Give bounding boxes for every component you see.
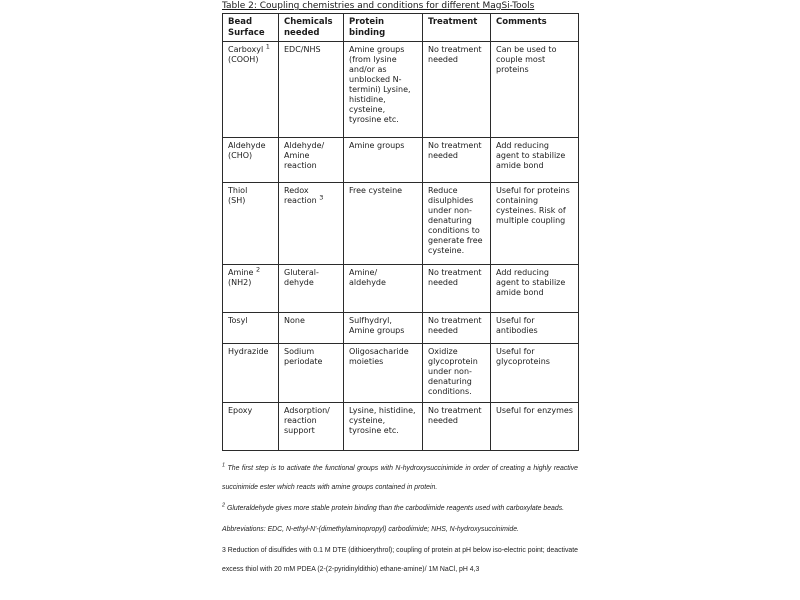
cell-chemicals [279, 313, 344, 344]
cell-chemicals [279, 42, 344, 138]
header-protein-binding: Protein binding [344, 14, 423, 42]
cell-bead-surface [223, 183, 279, 265]
cell-protein-binding [344, 313, 423, 344]
cell-line2: Amine reaction [284, 151, 317, 170]
cell-bead-surface [223, 403, 279, 451]
cell-chemicals [279, 403, 344, 451]
cell-text: Can be used to couple most proteins [496, 45, 557, 74]
cell-text: Hydrazide [228, 347, 269, 356]
cell-text: Tosyl [228, 316, 248, 325]
cell-text: Lysine, histidine, cysteine, tyrosine etc. [349, 406, 416, 435]
footnote-2 [222, 499, 578, 518]
table-row [223, 42, 579, 138]
cell-bead-surface [223, 344, 279, 403]
cell-text: Adsorption/ [284, 406, 330, 415]
cell-text: Aldehyde/ [284, 141, 325, 150]
document-content [222, 1, 578, 581]
header-chemicals: Chemicals needed [279, 14, 344, 42]
cell-line2: (CHO) [228, 151, 253, 160]
cell-line2: reaction support [284, 416, 317, 435]
cell-line2: aldehyde [349, 278, 386, 287]
cell-text: Oligosacharide moieties [349, 347, 409, 366]
superscript: 2 [256, 265, 261, 274]
cell-text: Useful for glycoproteins [496, 347, 550, 366]
coupling-table [222, 13, 579, 451]
cell-protein-binding [344, 138, 423, 183]
cell-text: Oxidize glycoprotein under non-denaturing conditions. [428, 347, 478, 396]
cell-text: Carboxyl [228, 45, 266, 54]
cell-line2: (SH) [228, 196, 246, 205]
page-title: Table 2: Coupling chemistries and conditions for different MagSi-Tools [222, 1, 535, 11]
cell-treatment [423, 344, 491, 403]
table-row [223, 183, 579, 265]
footnote-1 [222, 459, 578, 497]
cell-text: Reduce disulphides under non-denaturing conditions to generate free cysteine. [428, 186, 483, 255]
footnote-3: 3 Reduction of disulfides with 0.1 M DTE (dithioerythrol); coupling of protein at pH below iso-electric point; deactivate excess thiol with 20 mM PDEA (2-(2-pyridinyldithio) ethane-amine)/ 1M NaCl, pH 4,3 [222, 547, 578, 573]
cell-text: Free cysteine [349, 186, 403, 195]
cell-text: Useful for proteins containing cysteines. Risk of multiple coupling [496, 186, 570, 225]
cell-text: EDC/NHS [284, 45, 321, 54]
abbreviations-note: Abbreviations: EDC, N-ethyl-N'-(dimethylaminopropyl) carbodiimide; NHS, N-hydroxysuccinimide. [222, 526, 519, 533]
cell-protein-binding [344, 403, 423, 451]
footnote-2-text: Gluteraldehyde gives more stable protein binding than the carbodiimide reagents used with carboxylate beads. [225, 505, 565, 512]
header-row [223, 14, 579, 42]
cell-comments [491, 183, 579, 265]
footnote-2-superscript: 2 [222, 502, 226, 509]
cell-bead-surface [223, 265, 279, 313]
cell-comments [491, 313, 579, 344]
cell-protein-binding [344, 42, 423, 138]
cell-text: Add reducing agent to stabilize amide bond [496, 268, 566, 297]
cell-text: Useful for antibodies [496, 316, 538, 335]
cell-protein-binding [344, 183, 423, 265]
footnotes-section [222, 459, 578, 579]
header-comments: Comments [491, 14, 579, 42]
table-row [223, 313, 579, 344]
table-row [223, 344, 579, 403]
table-row [223, 138, 579, 183]
cell-text: No treatment needed [428, 141, 482, 160]
cell-text: No treatment needed [428, 268, 482, 287]
cell-chemicals [279, 183, 344, 265]
cell-text: None [284, 316, 305, 325]
superscript: 1 [265, 42, 270, 51]
table-body [223, 42, 579, 451]
cell-treatment [423, 183, 491, 265]
cell-text: No treatment needed [428, 45, 482, 64]
superscript: 3 [319, 193, 324, 202]
cell-line2: (NH2) [228, 278, 252, 287]
cell-bead-surface [223, 138, 279, 183]
cell-treatment [423, 403, 491, 451]
cell-comments [491, 138, 579, 183]
cell-protein-binding [344, 344, 423, 403]
cell-text: Redox reaction [284, 186, 320, 205]
cell-text: Amine groups (from lysine and/or as unblocked N-termini) Lysine, histidine, cysteine, tyrosine etc. [349, 45, 411, 124]
cell-chemicals [279, 265, 344, 313]
cell-comments [491, 403, 579, 451]
table-row [223, 403, 579, 451]
cell-text: Sodium periodate [284, 347, 323, 366]
cell-text: Amine [228, 268, 257, 277]
cell-text: No treatment needed [428, 316, 482, 335]
cell-comments [491, 344, 579, 403]
header-bead-surface: Bead Surface [223, 14, 279, 42]
cell-bead-surface [223, 313, 279, 344]
header-treatment: Treatment [423, 14, 491, 42]
cell-text: Thiol [228, 186, 248, 195]
cell-text: Aldehyde [228, 141, 266, 150]
cell-chemicals [279, 344, 344, 403]
cell-comments [491, 265, 579, 313]
table-header [223, 14, 579, 42]
cell-protein-binding [344, 265, 423, 313]
cell-text: Gluteral- [284, 268, 319, 277]
cell-text: Epoxy [228, 406, 253, 415]
cell-text: Add reducing agent to stabilize amide bond [496, 141, 566, 170]
cell-line2: dehyde [284, 278, 314, 287]
cell-text: Amine/ [349, 268, 378, 277]
cell-text: No treatment needed [428, 406, 482, 425]
cell-treatment [423, 313, 491, 344]
cell-text: Amine groups [349, 141, 405, 150]
cell-text: Sulfhydryl, Amine groups [349, 316, 405, 335]
cell-treatment [423, 265, 491, 313]
cell-text: Useful for enzymes [496, 406, 573, 415]
cell-comments [491, 42, 579, 138]
footnote-1-text: The first step is to activate the functional groups with N-hydroxysuccinimide in order of creating a highly reactive succinimide ester which reacts with amine groups contained in protein. [222, 465, 578, 491]
cell-treatment [423, 42, 491, 138]
table-row [223, 265, 579, 313]
footnote-1-superscript: 1 [222, 462, 226, 469]
cell-chemicals [279, 138, 344, 183]
cell-bead-surface [223, 42, 279, 138]
cell-line2: (COOH) [228, 55, 259, 64]
cell-treatment [423, 138, 491, 183]
